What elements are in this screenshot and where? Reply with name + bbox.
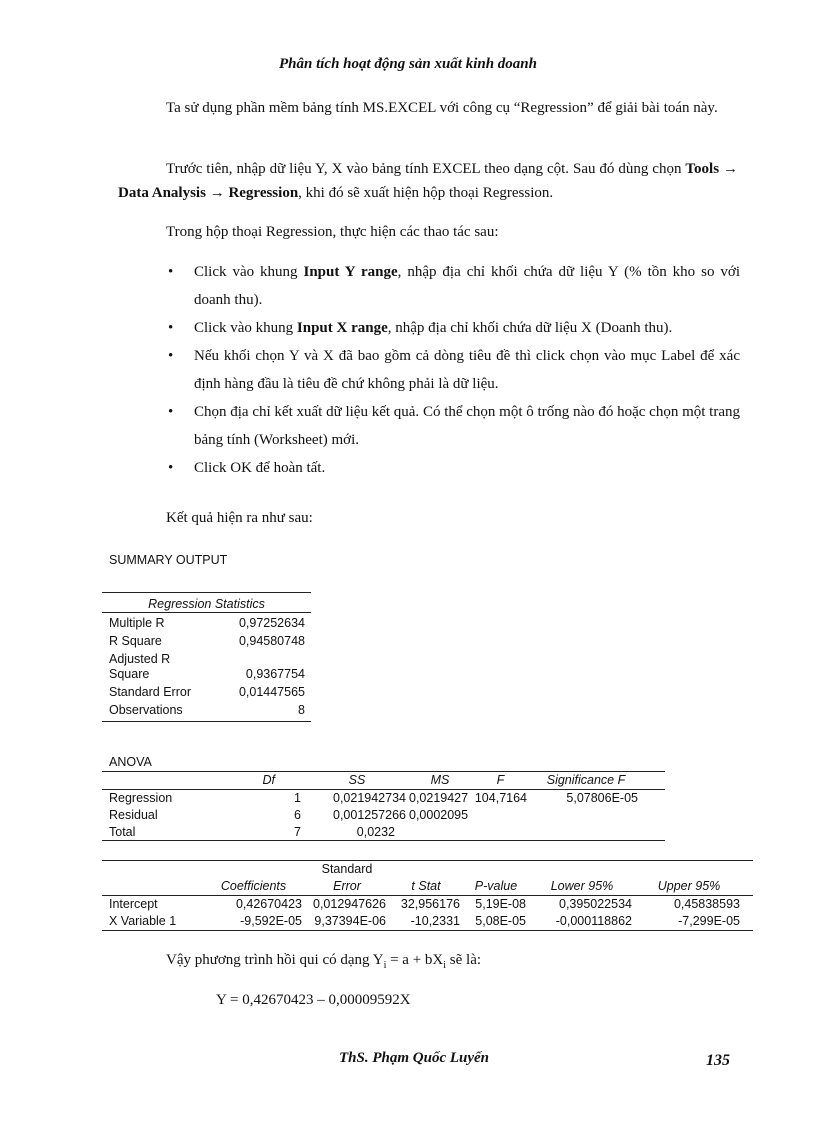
- table-row: [102, 685, 311, 700]
- anova-header-ss: SS: [348, 773, 366, 787]
- coef-xvar-upper: -7,299E-05: [678, 914, 740, 928]
- std-error-label: Standard Error: [109, 685, 191, 699]
- p5-text-a: Vậy phương trình hồi qui có dạng Y: [166, 952, 384, 968]
- regression-statistics-header: Regression Statistics: [102, 593, 311, 613]
- table-row: [102, 703, 311, 718]
- arrow-1: →: [723, 161, 739, 177]
- anova-header-row: [102, 772, 665, 790]
- empty-cell: [530, 807, 642, 824]
- anova-residual-ss: 0,001257266: [333, 808, 406, 822]
- b1-text-c: , nhập địa chỉ khối chứa dữ liệu Y (% tồn kho so với doanh thu).: [194, 264, 740, 308]
- summary-output-title: SUMMARY OUTPUT: [109, 553, 228, 567]
- r-square-value: 0,94580748: [238, 634, 305, 648]
- coef-header-t-stat-text: t Stat: [411, 879, 441, 893]
- b5-text: Click OK để hoàn tất.: [194, 460, 326, 476]
- p5-text-c: sẽ là:: [446, 952, 482, 968]
- coef-header-std-error: [305, 861, 389, 895]
- coef-intercept-label: Intercept: [109, 897, 158, 911]
- coef-intercept-upper: 0,45838593: [673, 897, 740, 911]
- anova-total-label: Total: [109, 825, 136, 839]
- coef-xvar-se: 9,37394E-06: [314, 914, 386, 928]
- list-item: [166, 342, 740, 398]
- table-row: [102, 807, 665, 824]
- anova-total-df: 7: [294, 825, 301, 839]
- table-row: [102, 652, 311, 682]
- coef-header-upper: [635, 861, 743, 895]
- coef-header-lower: [529, 861, 635, 895]
- menu-data-analysis: Data Analysis: [118, 185, 206, 201]
- table-row: [102, 790, 665, 807]
- table-row: [102, 616, 311, 631]
- coef-xvar-label: X Variable 1: [109, 914, 177, 928]
- p5-subscript-2: i: [443, 960, 447, 971]
- paragraph-dialog: Trong hộp thoại Regression, thực hiện các thao tác sau:: [166, 224, 499, 240]
- paragraph-intro: Ta sử dụng phần mềm bảng tính MS.EXCEL với công cụ “Regression” để giải bài toán này.: [166, 100, 718, 116]
- list-item: [166, 398, 740, 454]
- list-item: [166, 314, 740, 342]
- coef-header-coefficients-text: Coefficients: [220, 879, 287, 893]
- bullet: •: [168, 264, 174, 280]
- list-item: [166, 454, 740, 482]
- anova-regression-label: Regression: [109, 791, 173, 805]
- anova-regression-f: 104,7164: [474, 791, 527, 805]
- coef-header-std-error-1: Standard: [321, 862, 373, 876]
- anova-residual-ms: 0,0002095: [409, 808, 469, 822]
- coef-intercept-lower: 0,395022534: [559, 897, 632, 911]
- coef-intercept-p: 5,19E-08: [475, 897, 526, 911]
- coef-xvar-p: 5,08E-05: [475, 914, 526, 928]
- regression-statistics-table: [102, 592, 311, 722]
- anova-title: ANOVA: [109, 755, 152, 769]
- adj-r-square-value: 0,9367754: [245, 667, 305, 681]
- coef-header-upper-text: Upper 95%: [657, 879, 721, 893]
- anova-table: [102, 771, 665, 841]
- paragraph-instructions: [118, 157, 738, 205]
- adj-r-label-2: Square: [109, 667, 150, 681]
- page-header: Phân tích hoạt động sản xuất kinh doanh: [278, 56, 537, 72]
- p5-text-b: = a + bX: [386, 952, 444, 968]
- anova-residual-label: Residual: [109, 808, 158, 822]
- multiple-r-value: 0,97252634: [238, 616, 305, 630]
- observations-label: Observations: [109, 703, 183, 717]
- coef-header-t-stat: [389, 861, 463, 895]
- table-row: [102, 913, 753, 930]
- bullet: •: [168, 460, 174, 476]
- b1-bold: Input Y range: [303, 264, 398, 280]
- adj-r-square-label: [109, 652, 170, 682]
- arrow-2: →: [209, 185, 225, 201]
- coef-header-p-value-text: P-value: [474, 879, 518, 893]
- list-item: [166, 258, 740, 314]
- anova-header-df: Df: [262, 773, 275, 787]
- coef-xvar-lower: -0,000118862: [555, 914, 632, 928]
- anova-residual-df: 6: [294, 808, 301, 822]
- b2-bold: Input X range: [296, 320, 388, 336]
- anova-header-sig: Significance F: [546, 773, 626, 787]
- coef-intercept-se: 0,012947626: [313, 897, 386, 911]
- anova-header-ms: MS: [430, 773, 450, 787]
- page-footer-author: ThS. Phạm Quốc Luyến: [339, 1050, 490, 1066]
- table-row: [102, 896, 753, 913]
- anova-regression-df: 1: [294, 791, 301, 805]
- coef-header-blank: [102, 861, 202, 895]
- anova-header-blank: [102, 772, 202, 789]
- coef-header-row: [102, 861, 753, 896]
- b1-text-a: Click vào khung: [194, 264, 304, 280]
- b4-text: Chọn địa chỉ kết xuất dữ liệu kết quả. Có thể chọn một ô trống nào đó hoặc chọn một trang bảng tính (Worksheet) mới.: [194, 404, 740, 448]
- paragraph-result: Kết quả hiện ra như sau:: [166, 510, 313, 526]
- r-square-label: R Square: [109, 634, 162, 648]
- page-number: 135: [706, 1052, 730, 1069]
- p2-before: Trước tiên, nhập dữ liệu Y, X vào bảng tính EXCEL theo dạng cột. Sau đó dùng chọn: [166, 161, 686, 177]
- coef-xvar-coef: -9,592E-05: [240, 914, 302, 928]
- table-row: [102, 824, 665, 841]
- empty-cell: [471, 807, 530, 824]
- adj-r-label-1: Adjusted R: [109, 652, 171, 666]
- b2-text-a: Click vào khung: [194, 320, 297, 336]
- anova-total-ss: 0,0232: [356, 825, 395, 839]
- coef-intercept-coef: 0,42670423: [235, 897, 302, 911]
- coef-header-coefficients: [202, 861, 305, 895]
- coef-header-std-error-2: Error: [333, 879, 361, 893]
- anova-bottom-rule: [102, 840, 665, 841]
- coef-header-lower-text: Lower 95%: [550, 879, 614, 893]
- b3-text: Nếu khối chọn Y và X đã bao gồm cả dòng tiêu đề thì click chọn vào mục Label để xác định hàng đầu là tiêu đề chứ không phải là dữ liệu.: [194, 348, 740, 392]
- steps-list: [166, 258, 740, 482]
- empty-cell: [530, 824, 642, 841]
- coef-intercept-t: 32,956176: [400, 897, 460, 911]
- anova-regression-ss: 0,021942734: [333, 791, 406, 805]
- anova-regression-ms: 0,0219427: [409, 791, 469, 805]
- b2-text-c: , nhập địa chỉ khối chứa dữ liệu X (Doanh thu).: [387, 320, 673, 336]
- anova-header-f: F: [496, 773, 505, 787]
- menu-regression: Regression: [228, 185, 299, 201]
- menu-tools: Tools: [685, 161, 720, 177]
- anova-regression-sig: 5,07806E-05: [566, 791, 638, 805]
- std-error-value: 0,01447565: [238, 685, 305, 699]
- empty-cell: [409, 824, 471, 841]
- coef-xvar-t: -10,2331: [410, 914, 460, 928]
- regression-equation: Y = 0,42670423 – 0,00009592X: [216, 992, 411, 1008]
- observations-value: 8: [298, 703, 305, 717]
- p5-subscript-1: i: [383, 960, 387, 971]
- empty-cell: [471, 824, 530, 841]
- coefficients-table: [102, 860, 753, 931]
- multiple-r-label: Multiple R: [109, 616, 165, 630]
- bullet: •: [168, 348, 174, 364]
- table-row: [102, 634, 311, 649]
- coef-header-p-value: [463, 861, 529, 895]
- paragraph-equation-intro: [166, 948, 481, 978]
- p2-after: , khi đó sẽ xuất hiện hộp thoại Regression.: [298, 185, 554, 201]
- bullet: •: [168, 320, 174, 336]
- bullet: •: [168, 404, 174, 420]
